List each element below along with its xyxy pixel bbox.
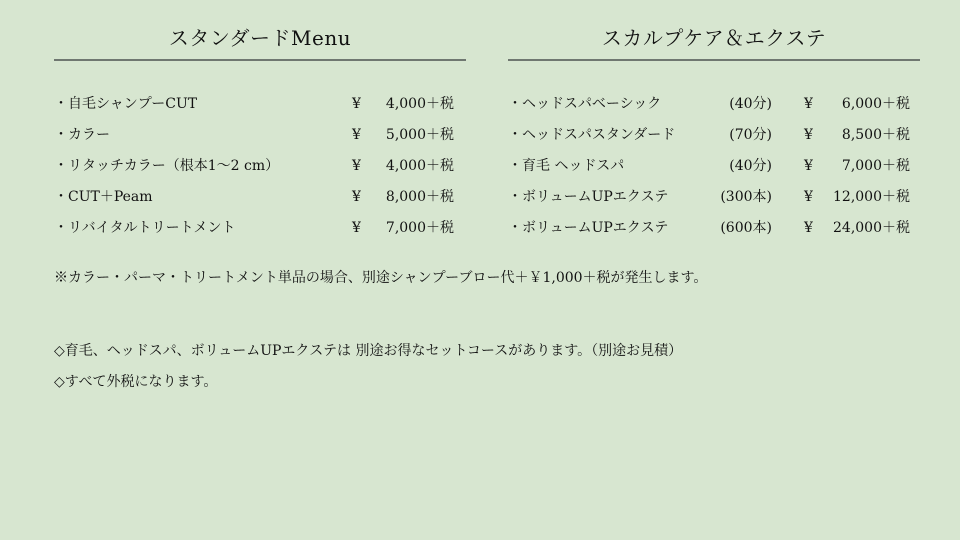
standard-menu-title: スタンダードMenu — [168, 26, 352, 50]
scalp-care-title: スカルプケア＆エクステ — [601, 26, 827, 50]
menu-item — [54, 94, 466, 125]
menu-item-price: 4,000＋税 — [385, 158, 454, 174]
menu-item — [508, 94, 920, 125]
menu-item-quantity: (300本) — [720, 189, 772, 205]
menu-item-quantity: (600本) — [720, 220, 772, 236]
yen-symbol: ¥ — [352, 189, 361, 205]
scalp-care-divider — [508, 59, 920, 61]
scalp-care-list — [508, 94, 920, 249]
menu-item-price: 12,000＋税 — [833, 189, 910, 205]
standard-menu-divider — [54, 59, 466, 61]
yen-symbol: ¥ — [352, 96, 361, 112]
menu-item — [54, 125, 466, 156]
set-course-note: ◇育毛、ヘッドスパ、ボリュームUPエクステは 別途お得なセットコースがあります。（別途お見積） — [54, 343, 683, 359]
menu-item-price: 4,000＋税 — [385, 96, 454, 112]
menu-item — [54, 218, 466, 249]
yen-symbol: ¥ — [804, 220, 813, 236]
yen-symbol: ¥ — [804, 189, 813, 205]
menu-item-price: 6,000＋税 — [841, 96, 910, 112]
yen-symbol: ¥ — [804, 96, 813, 112]
standard-menu-list — [54, 94, 466, 249]
menu-item-price: 7,000＋税 — [385, 220, 454, 236]
yen-symbol: ¥ — [352, 158, 361, 174]
menu-item — [54, 187, 466, 218]
yen-symbol: ¥ — [352, 127, 361, 143]
menu-item — [508, 125, 920, 156]
menu-item — [54, 156, 466, 187]
yen-symbol: ¥ — [352, 220, 361, 236]
menu-item-price: 8,000＋税 — [385, 189, 454, 205]
menu-item-name: ・カラー — [54, 127, 110, 143]
menu-item-name: ・自毛シャンプーCUT — [54, 96, 198, 112]
menu-item-name: ・リバイタルトリートメント — [54, 220, 236, 236]
menu-item-price: 24,000＋税 — [833, 220, 910, 236]
menu-item-name: ・ヘッドスパベーシック — [508, 96, 662, 112]
menu-item-quantity: (40分) — [729, 158, 772, 174]
menu-item-price: 5,000＋税 — [385, 127, 454, 143]
menu-item-name: ・リタッチカラー（根本1～2 cm） — [54, 158, 280, 174]
menu-item — [508, 218, 920, 249]
yen-symbol: ¥ — [804, 127, 813, 143]
menu-item-name: ・育毛 ヘッドスパ — [508, 158, 625, 174]
menu-item-price: 8,500＋税 — [841, 127, 910, 143]
tax-excluded-note: ◇すべて外税になります。 — [54, 374, 218, 390]
menu-item-quantity: (40分) — [729, 96, 772, 112]
menu-item-name: ・ヘッドスパスタンダード — [508, 127, 676, 143]
menu-item-name: ・ボリュームUPエクステ — [508, 189, 669, 205]
menu-item-quantity: (70分) — [729, 127, 772, 143]
yen-symbol: ¥ — [804, 158, 813, 174]
menu-item — [508, 187, 920, 218]
menu-item-name: ・CUT＋Peam — [54, 189, 153, 205]
shampoo-fee-note: ※カラー・パーマ・トリートメント単品の場合、別途シャンプーブロー代＋￥1,000＋税が発生します。 — [54, 270, 708, 286]
menu-item-price: 7,000＋税 — [841, 158, 910, 174]
menu-item-name: ・ボリュームUPエクステ — [508, 220, 669, 236]
menu-item — [508, 156, 920, 187]
